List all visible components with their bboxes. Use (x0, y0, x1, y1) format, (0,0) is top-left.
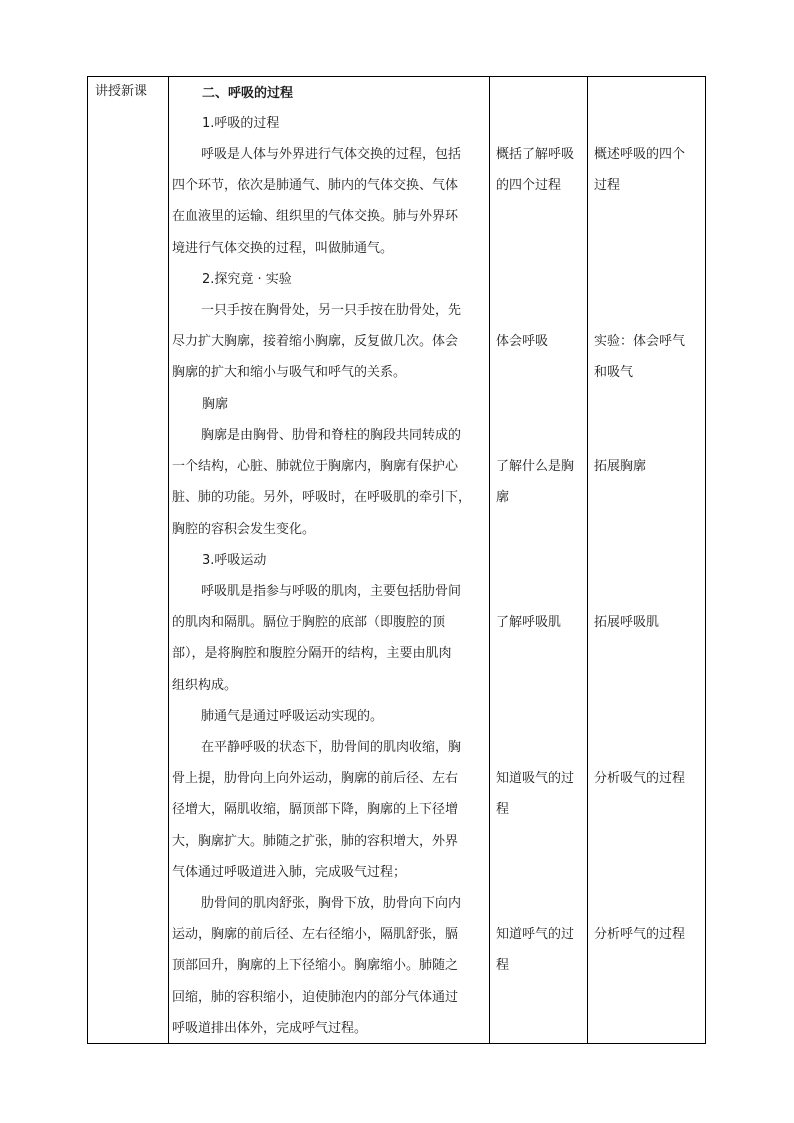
subsection-title: 1.呼吸的过程 (202, 116, 280, 131)
column-divider (168, 77, 169, 1043)
paragraph: 胸廓是由胸骨、肋骨和脊柱的胸段共同转成的 一个结构，心脏、肺就位于胸廓内，胸廓有保护心 脏、肺的功能。另外，呼吸时，在呼吸肌的牵引下， 胸腔的容积会发生变化。 (172, 428, 472, 537)
design-intent: 分析吸气的过程 (594, 771, 686, 786)
student-activity: 概括了解呼吸 的四个过程 (496, 147, 575, 194)
paragraph: 肋骨间的肌肉舒张，胸骨下放，肋骨向下向内 运动，胸廓的前后径、左右径缩小，隔肌舒张，膈 顶部回升，胸廓的上下径缩小。胸廓缩小。肺随之 回缩，肺的容积缩小，迫使肺泡内的部分气体通过 呼吸道排出体外，完成呼气过程。 (172, 896, 462, 1036)
paragraph: 肺通气是通过呼吸运动实现的。 (201, 709, 384, 724)
design-intent: 分析呼气的过程 (594, 927, 686, 942)
paragraph: 一只手按在胸骨处，另一只手按在肋骨处，先 尽力扩大胸廓，接着缩小胸廓，反复做几次。体会 胸廓的扩大和缩小与吸气和呼气的关系。 (172, 303, 462, 381)
subsection-title: 胸廓 (202, 397, 229, 412)
paragraph: 呼吸肌是指参与呼吸的肌肉，主要包括肋骨间 的肌肉和隔肌。膈位于胸腔的底部（即腹腔的顶 部），是将胸腔和腹腔分隔开的结构，主要由肌肉 组织构成。 (172, 584, 462, 693)
paragraph: 在平静呼吸的状态下，肋骨间的肌肉收缩，胸 骨上提，肋骨向上向外运动，胸廓的前后径、左右 径增大，隔肌收缩，膈顶部下降，胸廓的上下径增 大，胸廓扩大。肺随之扩张，肺的容积增大，外界 气体通过呼吸道进入肺，完成吸气过程； (172, 740, 462, 880)
paragraph: 呼吸是人体与外界进行气体交换的过程，包括 四个环节，依次是肺通气、肺内的气体交换、气体 在血液里的运输、组织里的气体交换。肺与外界环 境进行气体交换的过程，叫做肺通气。 (172, 147, 462, 256)
student-activity: 了解呼吸肌 (496, 615, 562, 630)
student-activity: 知道吸气的过 程 (496, 771, 575, 818)
column-divider (587, 77, 588, 1043)
design-intent: 概述呼吸的四个 过程 (594, 147, 686, 194)
section-heading: 二、呼吸的过程 (202, 86, 294, 101)
section-label: 讲授新课 (95, 84, 148, 99)
design-intent: 拓展呼吸肌 (594, 615, 660, 630)
subsection-title: 3.呼吸运动 (202, 553, 267, 568)
student-activity: 了解什么是胸 廓 (496, 459, 575, 506)
design-intent: 拓展胸廓 (594, 459, 647, 474)
column-divider (489, 77, 490, 1043)
student-activity: 知道呼气的过 程 (496, 927, 575, 974)
design-intent: 实验：体会呼气 和吸气 (594, 334, 686, 381)
subsection-title: 2.探究竟 · 实验 (202, 272, 292, 287)
student-activity: 体会呼吸 (496, 334, 549, 349)
